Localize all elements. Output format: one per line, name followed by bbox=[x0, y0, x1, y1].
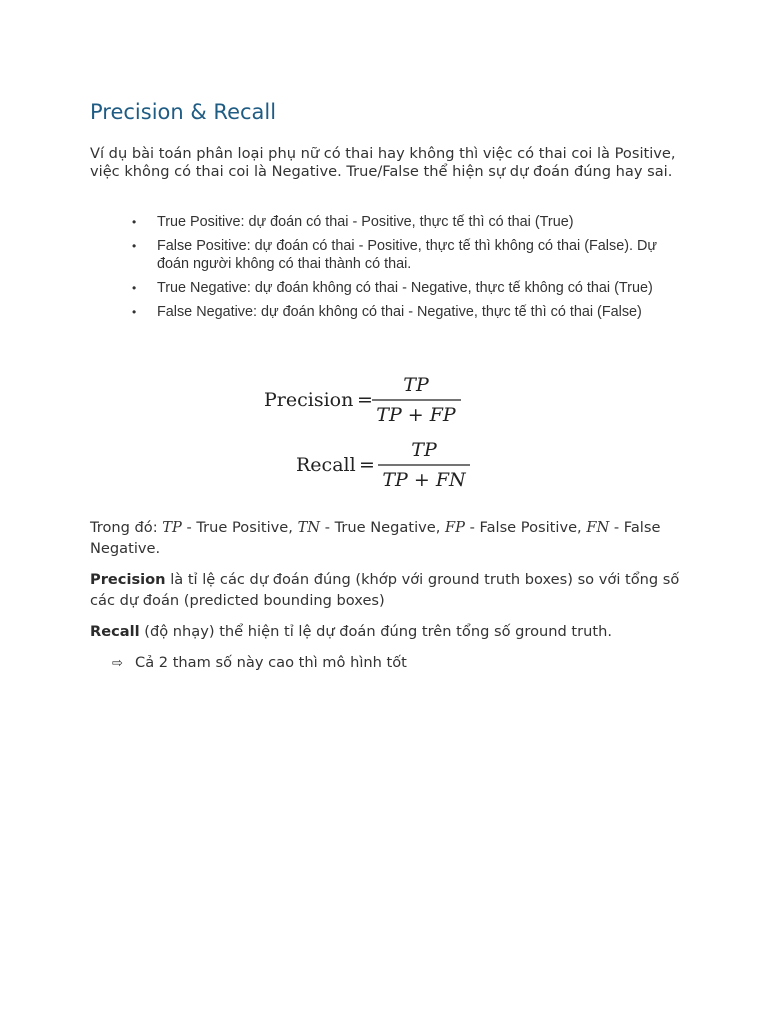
conclusion-text: Cả 2 tham số này cao thì mô hình tốt bbox=[135, 654, 407, 671]
bullet-icon: • bbox=[132, 281, 137, 295]
recall-description: (độ nhạy) thể hiện tỉ lệ dự đoán đúng trên tổng số ground truth. bbox=[139, 623, 612, 640]
fn-symbol: FN bbox=[586, 519, 610, 536]
tp-definition: - True Positive, bbox=[181, 519, 298, 536]
recall-lhs: Recall bbox=[296, 454, 356, 476]
bullet-icon: • bbox=[132, 239, 137, 253]
conclusion-item bbox=[112, 652, 407, 674]
bullet-icon: • bbox=[132, 305, 137, 319]
recall-formula-svg bbox=[296, 434, 472, 496]
recall-term: Recall bbox=[90, 623, 140, 640]
bullet-icon: • bbox=[132, 215, 137, 229]
precision-formula-svg bbox=[264, 368, 504, 430]
precision-equals: = bbox=[357, 389, 373, 411]
list-item-text: False Negative: dự đoán không có thai - Negative, thực tế thì có thai (False) bbox=[157, 304, 642, 320]
list-item-text: True Negative: dự đoán không có thai - Negative, thực tế không có thai (True) bbox=[157, 280, 653, 296]
tp-symbol: TP bbox=[162, 519, 182, 536]
recall-formula bbox=[0, 434, 768, 496]
confusion-terms-list bbox=[132, 213, 692, 327]
recall-paragraph bbox=[90, 621, 682, 642]
recall-denominator: TP + FN bbox=[382, 469, 466, 491]
section-title: Precision & Recall bbox=[90, 100, 277, 124]
intro-paragraph: Ví dụ bài toán phân loại phụ nữ có thai hay không thì việc có thai coi là Positive, việc không có thai coi là Negative. True/False thể hiện sự dự đoán đúng hay sai. bbox=[90, 145, 676, 180]
recall-equals: = bbox=[359, 454, 375, 476]
definitions-prefix: Trong đó: bbox=[90, 519, 163, 536]
fn-definition: - False Negative. bbox=[90, 519, 661, 557]
list-item bbox=[132, 213, 692, 231]
fp-symbol: FP bbox=[445, 519, 465, 536]
precision-lhs: Precision bbox=[264, 389, 354, 411]
precision-term: Precision bbox=[90, 571, 166, 588]
list-item bbox=[132, 237, 692, 273]
tn-symbol: TN bbox=[297, 519, 321, 536]
fp-definition: - False Positive, bbox=[464, 519, 587, 536]
precision-formula bbox=[0, 368, 768, 430]
arrow-right-icon: ⇨ bbox=[112, 656, 123, 671]
recall-numerator: TP bbox=[411, 439, 437, 461]
list-item-text: False Positive: dự đoán có thai - Positive, thực tế thì không có thai (False). Dự đoán người không có thai thành có thai. bbox=[157, 238, 658, 272]
tn-definition: - True Negative, bbox=[320, 519, 446, 536]
list-item bbox=[132, 303, 692, 321]
precision-denominator: TP + FP bbox=[376, 404, 456, 426]
list-item bbox=[132, 279, 692, 297]
precision-paragraph bbox=[90, 569, 682, 611]
precision-numerator: TP bbox=[403, 374, 429, 396]
definitions-paragraph bbox=[90, 517, 682, 559]
list-item-text: True Positive: dự đoán có thai - Positive, thực tế thì có thai (True) bbox=[157, 214, 574, 230]
precision-description: là tỉ lệ các dự đoán đúng (khớp với ground truth boxes) so với tổng số các dự đoán (predicted bounding boxes) bbox=[90, 571, 680, 609]
